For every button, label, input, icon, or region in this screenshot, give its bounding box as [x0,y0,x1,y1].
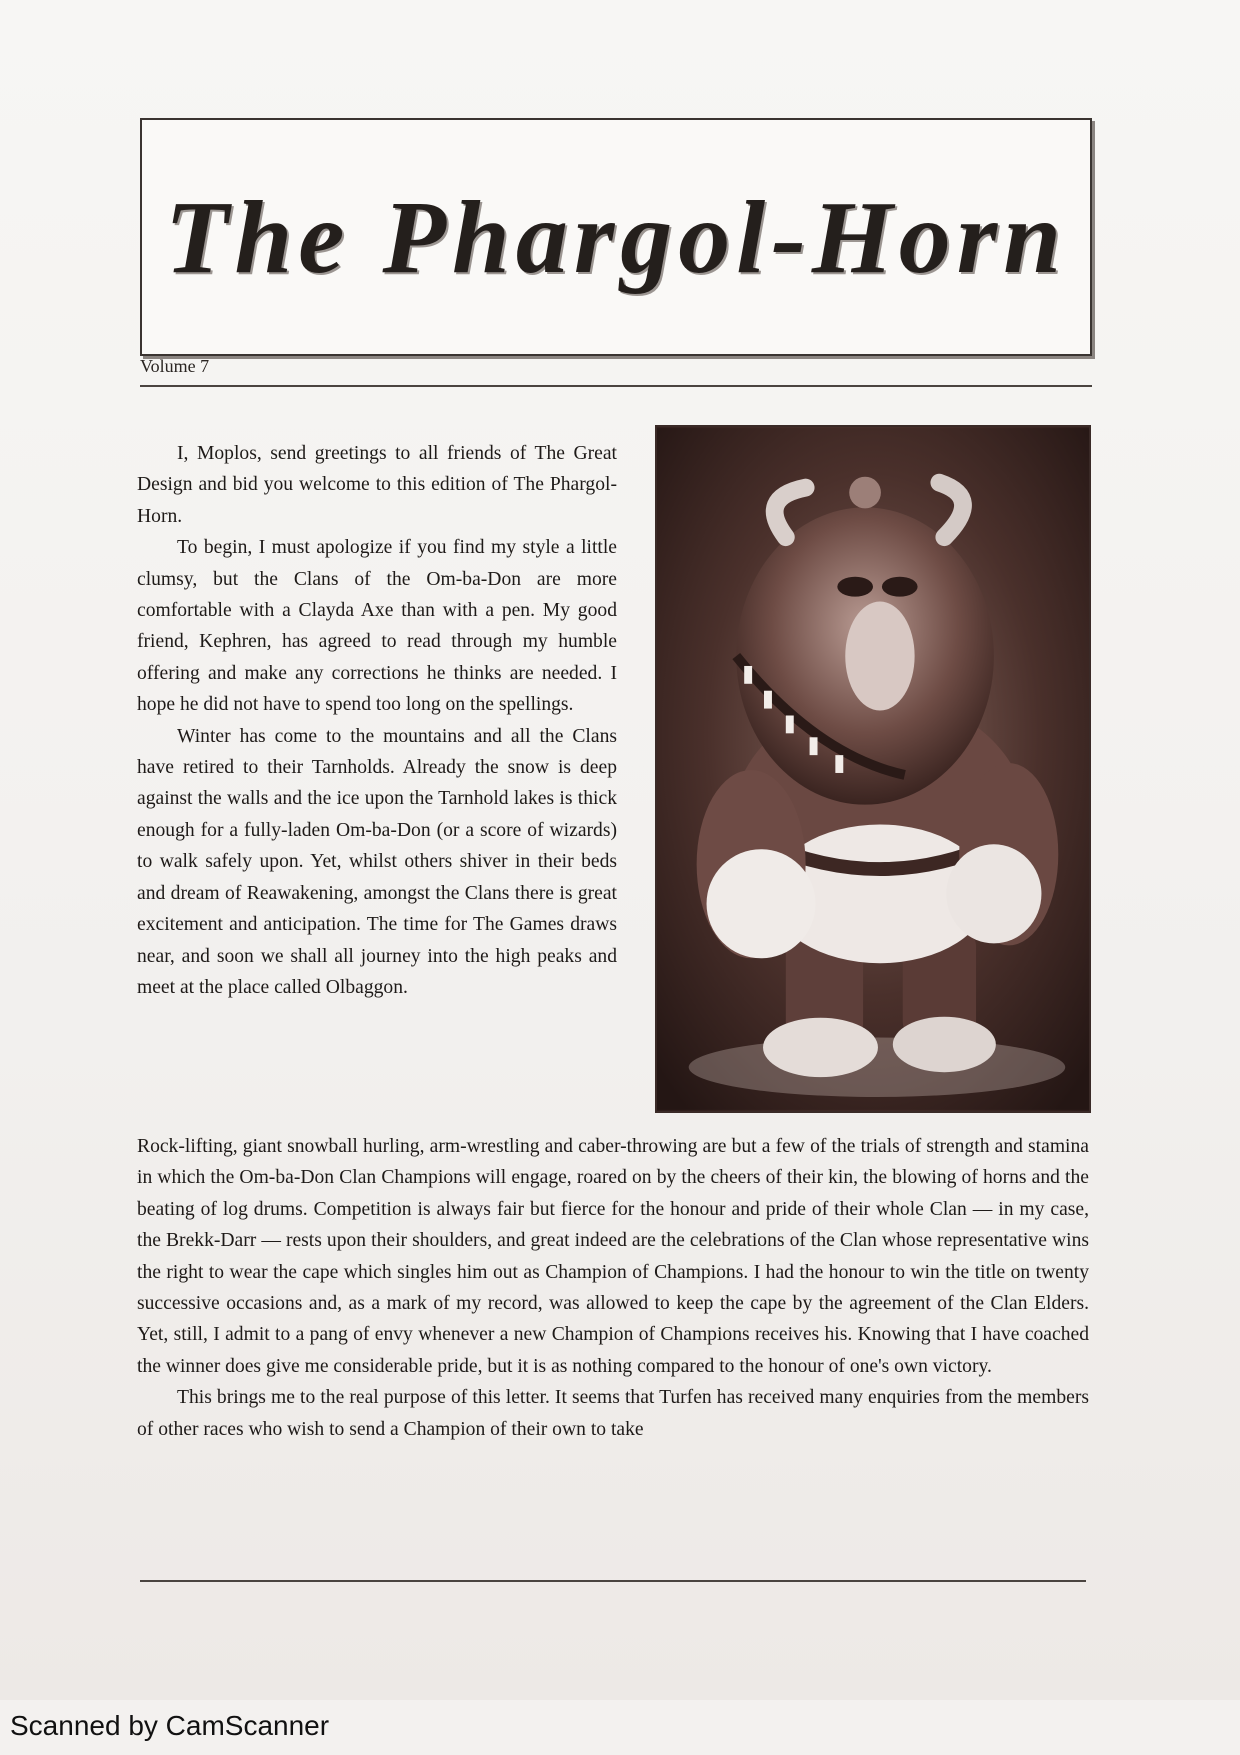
volume-label: Volume 7 [140,356,210,376]
article-column-text [137,438,617,1003]
paragraph-purpose: This brings me to the real purpose of this letter. It seems that Turfen has received many enquiries from the members of other races who wish to send a Champion of their own to take [137,1387,1089,1440]
troll-figure-illustration [657,427,1089,1111]
article-full-width-text [137,1131,1089,1445]
troll-figure-photo [655,425,1091,1113]
newsletter-title: The Phargol-Horn [164,179,1068,295]
paragraph-greeting: I, Moplos, send greetings to all friends of The Great Design and bid you welcome to this edition of The Phargol-Horn. [137,443,617,527]
scanner-watermark: Scanned by CamScanner [10,1710,330,1741]
paragraph-winter: Winter has come to the mountains and all the Clans have retired to their Tarnholds. Already the snow is deep against the walls and the ice upon the Tarnhold lakes is thick enough for a fully-laden Om-ba-Don (or a score of wizards) to walk safely upon. Yet, whilst others shiver in their beds and dream of Reawakening, amongst the Clans there is great excitement and anticipation. The time for The Games draws near, and soon we shall all journey into the high peaks and meet at the place called Olbaggon. [137,725,617,998]
paragraph-apology: To begin, I must apologize if you find my style a little clumsy, but the Clans of the Om-ba-Don are more comfortable with a Clayda Axe than with a pen. My good friend, Kephren, has agreed to read through my humble offering and make any corrections he thinks are needed. I hope he did not have to spend too long on the spellings. [137,537,617,716]
masthead-box [140,118,1092,356]
footer-rule [140,1580,1086,1582]
header-rule [140,385,1092,387]
paragraph-games-continued: Rock-lifting, giant snowball hurling, arm-wrestling and caber-throwing are but a few of the trials of strength and stamina in which the Om-ba-Don Clan Champions will engage, roared on by the cheers of their kin, the blowing of horns and the beating of log drums. Competition is always fair but fierce for the honour and pride of their whole Clan — in my case, the Brekk-Darr — rests upon their shoulders, and great indeed are the celebrations of the Clan whose representative wins the right to wear the cape which singles him out as Champion of Champions. I had the honour to win the title on twenty successive occasions and, as a mark of my record, was allowed to keep the cape by the agreement of the Clan Elders. Yet, still, I admit to a pang of envy whenever a new Champion of Champions receives his. Knowing that I have coached the winner does give me considerable pride, but it is as nothing compared to the honour of one's own victory. [137,1136,1089,1377]
